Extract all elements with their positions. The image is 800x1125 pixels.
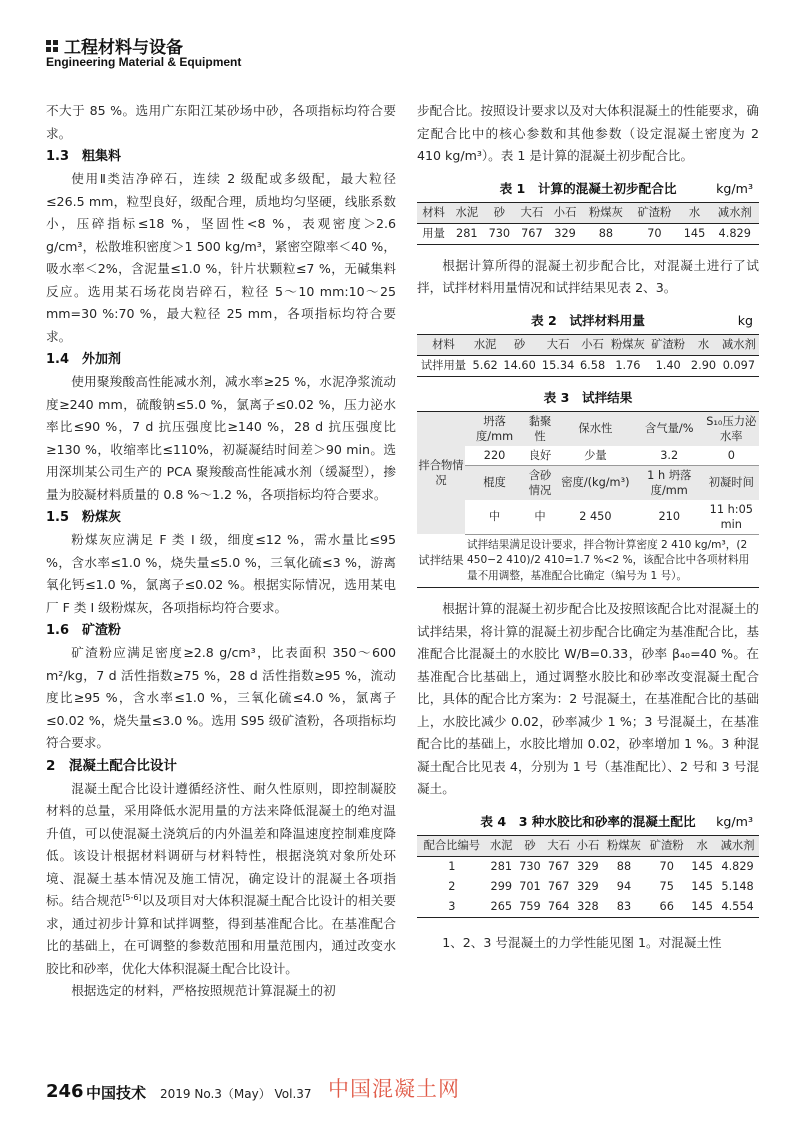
table-3-cell: 1 h 坍落度/mm: [647, 468, 692, 497]
table-2-header-cell: 水泥: [470, 334, 500, 355]
table-1: [417, 202, 759, 245]
paragraph-mix-design: [46, 778, 396, 981]
table-4-title: 表 4 3 种水胶比和砂率的混凝土配比: [480, 813, 696, 829]
table-4-cell: 299: [490, 879, 513, 893]
table-2-caption: [417, 310, 759, 332]
section-heading-2: 2 混凝土配合比设计: [46, 757, 177, 774]
table-1-header-cell: 砂: [483, 202, 515, 223]
table-3-cell: S₁₀压力泌水率: [706, 414, 757, 443]
table-3-cell: 含气量/%: [645, 422, 694, 435]
table-4-cell: 329: [577, 879, 599, 893]
table-4-cell: 88: [616, 859, 632, 873]
table-3-group-mix: 拌合物情况: [418, 458, 464, 487]
table-2: [417, 334, 759, 377]
section-heading-1-6: 1.6 矿渣粉: [46, 623, 122, 638]
table-1-header-cell: 粉煤灰: [582, 202, 630, 223]
table-3-cell: 3.2: [635, 446, 704, 466]
table-1-caption: [417, 178, 759, 200]
table-2-header-cell: 水: [688, 334, 718, 355]
mix-design-text-rest: 以及项目对大体积混凝土配合比设计的相关要求，通过初步计算和试拌调整，得到基准配合比。在基准配合比的基础上，在可调整的参数范围和用量范围内，通过改变水胶比和砂率，优化大体积混凝土配合比设计。: [46, 893, 396, 976]
table-4-cell: 759: [519, 899, 541, 913]
table-2-cell: 试拌用量: [420, 358, 467, 372]
table-1-cell: 767: [521, 226, 543, 240]
table-3: [417, 411, 759, 589]
issue-info: 2019 No.3（May） Vol.37: [160, 1087, 312, 1101]
table-4-cell: 70: [659, 859, 674, 873]
table-2-header-cell: 矿渣粉: [648, 334, 688, 355]
table-row: [417, 877, 759, 897]
section-heading-1-5: 1.5 粉煤灰: [46, 510, 122, 525]
table-2-title: 表 2 试拌材料用量: [531, 312, 645, 328]
table-1-cell: 4.829: [718, 226, 751, 240]
table-3-cell: 2 450: [556, 500, 635, 535]
table-1-cell: 用量: [422, 226, 445, 240]
table-4-header-cell: 水泥: [487, 835, 516, 856]
table-1-title: 表 1 计算的混凝土初步配合比: [499, 180, 677, 196]
table-3-cell: 黏聚性: [528, 414, 552, 443]
section-heading-1-4: 1.4 外加剂: [46, 352, 122, 367]
table-3-cell: 保水性: [578, 422, 613, 435]
table-4: [417, 835, 759, 918]
table-4-caption: [417, 811, 759, 833]
section-heading-1-3: 1.3 粗集料: [46, 149, 122, 164]
table-3-cell: 坍落度/mm: [475, 414, 514, 443]
right-column: [417, 100, 759, 954]
table-4-cell: 145: [691, 879, 713, 893]
table-row: [417, 897, 759, 918]
table-4-cell: 3: [448, 899, 456, 913]
page-number: 246: [46, 1081, 84, 1102]
journal-section-title: 工程材料与设备: [64, 38, 183, 58]
table-3-title: 表 3 试拌结果: [543, 389, 633, 405]
table-4-header-cell: 减水剂: [716, 835, 759, 856]
table-3-cell: 中: [465, 500, 524, 535]
paragraph-continued: 不大于 85 %。选用广东阳江某砂场中砂，各项指标均符合要求。: [46, 103, 396, 141]
table-4-unit: kg/m³: [716, 813, 753, 829]
table-2-header-cell: 减水剂: [719, 334, 759, 355]
table-3-note: 试拌结果满足设计要求，拌合物计算密度 2 410 kg/m³，(2 450−2 410)/2 410=1.7 %<2 %，该配合比中各项材料用量不用调整，基准配合比确定（编号为 1 号）。: [467, 538, 750, 582]
paragraph-fly-ash: 粉煤灰应满足 F 类 I 级，细度≤12 %，需水量比≤95 %，含水率≤1.0 %，烧失量≤5.0 %，三氧化硫≤3 %，游离氧化钙≤1.0 %，氯离子≤0.02 %。根据实际情况，选用某电厂 F 类 I 级粉煤灰，各项指标均符合要求。: [46, 532, 396, 615]
table-1-cell: 145: [683, 226, 706, 240]
paragraph-base-mix: 根据计算的混凝土初步配合比及按照该配合比对混凝土的试拌结果，将计算的混凝土初步配合比确定为基准配合比，基准配合比混凝土的水胶比 W/B=0.33，砂率 β₄₀=40 %。在基准配合比基础上，通过调整水胶比和砂率改变混凝土配合比，具体的配合比方案为：2 号混凝土，在基准配合比的基础上，水胶比减少 0.02，砂率减少 1 %；3 号混凝土，在基准配合比的基础上，水胶比增加 0.02，砂率增加 1 %。3 种混凝土配合比见表 4，分别为 1 号（基准配比）、2 号和 3 号混凝土。: [417, 601, 759, 796]
table-3-group-result: 试拌结果: [418, 554, 464, 567]
table-4-cell: 4.829: [721, 859, 754, 873]
table-3-cell: 210: [635, 500, 704, 535]
paragraph-initial-mix: 步配合比。按照设计要求以及对大体积混凝土的性能要求，确定配合比中的核心参数和其他参数（设定混凝土密度为 2 410 kg/m³）。表 1 是计算的混凝土初步配合比。: [417, 103, 759, 163]
paragraph-mechanical: 1、2、3 号混凝土的力学性能见图 1。对混凝土性: [442, 934, 722, 950]
paragraph-admixture: 使用聚羧酸高性能减水剂，减水率≥25 %，水泥净浆流动度≥240 mm，硫酸钠≤5.0 %，氯离子≤0.02 %，压力泌水率比≤90 %，7 d 抗压强度比≥140 %，28 d 抗压强度比≥130 %，收缩率比≤110%，初凝凝结时间差＞90 min。选用深圳某公司生产的 PCA 聚羧酸高性能减水剂（缓凝型），掺量为胶凝材料质量的 0.8 %～1.2 %，各项指标均符合要求。: [46, 374, 396, 502]
table-1-cell: 730: [488, 226, 511, 240]
table-4-cell: 94: [616, 879, 632, 893]
paragraph-coarse-aggregate: 使用Ⅱ类洁净碎石，连续 2 级配或多级配，最大粒径≤26.5 mm，粒型良好，级配合理，质地均匀坚硬，线胀系数小，压碎指标≤18 %，坚固性<8 %，表观密度＞2.6 g/cm³，松散堆积密度＞1 500 kg/m³，紧密空隙率＜40 %，吸水率＜2%，含泥量≤1.0 %，针片状颗粒≤7 %，无碱集料反应。选用某石场花岗岩碎石，粒径 5～10 mm:10～25 mm=30 %:70 %，最大粒径 25 mm，各项指标均符合要求。: [46, 171, 396, 344]
table-1-cell: 281: [456, 226, 478, 240]
table-4-cell: 145: [691, 899, 713, 913]
table-1-cell: 88: [598, 226, 614, 240]
table-4-cell: 75: [659, 879, 674, 893]
table-2-header-cell: 小石: [577, 334, 607, 355]
table-4-cell: 4.554: [721, 899, 754, 913]
watermark: 中国混凝土网: [328, 1077, 460, 1101]
table-3-cell: 11 h:05 min: [704, 500, 759, 535]
magazine-name: 中国技术: [86, 1084, 147, 1102]
table-2-cell: 5.62: [472, 358, 498, 372]
table-1-header-cell: 小石: [548, 202, 581, 223]
table-3-cell: 0: [704, 446, 759, 466]
table-2-cell: 14.60: [503, 358, 536, 372]
table-4-cell: 5.148: [721, 879, 754, 893]
table-2-cell: 2.90: [690, 358, 717, 372]
table-3-caption: [417, 387, 759, 409]
table-4-cell: 767: [547, 879, 570, 893]
table-2-cell: 1.40: [655, 358, 681, 372]
table-1-header-cell: 大石: [515, 202, 548, 223]
table-1-unit: kg/m³: [716, 180, 753, 196]
table-2-unit: kg: [737, 312, 753, 328]
table-3-cell: 初凝时间: [708, 476, 754, 489]
table-4-header-cell: 大石: [544, 835, 573, 856]
table-2-header-cell: 粉煤灰: [608, 334, 648, 355]
table-4-cell: 281: [490, 859, 513, 873]
table-4-cell: 764: [547, 899, 570, 913]
table-4-header-cell: 小石: [573, 835, 602, 856]
table-4-cell: 767: [547, 859, 570, 873]
table-1-cell: 70: [647, 226, 662, 240]
table-3-cell: 密度/(kg/m³): [561, 476, 630, 489]
header-logo-icon: [46, 40, 58, 52]
table-3-cell: 中: [524, 500, 556, 535]
left-column: [46, 100, 396, 1003]
citation-ref: [5-6]: [122, 892, 142, 902]
table-2-header-cell: 砂: [500, 334, 539, 355]
table-4-header-cell: 砂: [516, 835, 544, 856]
table-1-header-cell: 水泥: [450, 202, 483, 223]
table-4-cell: 730: [519, 859, 541, 873]
table-2-cell: 1.76: [615, 358, 641, 372]
table-4-cell: 265: [490, 899, 513, 913]
table-1-header-cell: 材料: [417, 202, 450, 223]
table-2-header-cell: 材料: [417, 334, 470, 355]
table-1-cell: 329: [554, 226, 576, 240]
table-4-header-cell: 水: [688, 835, 716, 856]
table-3-cell: 良好: [524, 446, 556, 466]
paragraph-selected-materials: 根据选定的材料，严格按照规范计算混凝土的初: [71, 983, 336, 998]
table-row: [417, 856, 759, 877]
table-3-cell: 少量: [556, 446, 635, 466]
table-4-cell: 2: [448, 879, 456, 893]
paragraph-trial-mix: 根据计算所得的混凝土初步配合比，对混凝土进行了试拌，试拌材料用量情况和试拌结果见表 2、3。: [417, 257, 759, 295]
table-1-header-cell: 减水剂: [710, 202, 759, 223]
table-4-cell: 328: [577, 899, 599, 913]
table-2-cell: 0.097: [722, 358, 756, 372]
table-4-header-cell: 配合比编号: [417, 835, 487, 856]
table-3-cell: 含砂情况: [528, 468, 552, 497]
table-2-header-cell: 大石: [539, 334, 578, 355]
journal-section-subtitle: Engineering Material & Equipment: [46, 55, 242, 69]
table-2-cell: 6.58: [579, 358, 606, 372]
table-2-cell: 15.34: [541, 358, 575, 372]
table-1-header-cell: 矿渣粉: [630, 202, 678, 223]
table-4-cell: 701: [519, 879, 541, 893]
table-4-cell: 66: [659, 899, 674, 913]
table-4-cell: 83: [616, 899, 632, 913]
table-1-header-cell: 水: [679, 202, 711, 223]
table-3-cell: 220: [465, 446, 524, 466]
table-4-header-cell: 粉煤灰: [603, 835, 646, 856]
table-4-header-cell: 矿渣粉: [645, 835, 688, 856]
table-4-cell: 329: [577, 859, 599, 873]
table-4-cell: 1: [448, 859, 456, 873]
mix-design-text: 混凝土配合比设计遵循经济性、耐久性原则，即控制凝胶材料的总量，采用降低水泥用量的方法来降低混凝土的绝对温升值，可以使混凝土浇筑后的内外温差和降温速度控制难度降低。该设计根据材料调研与材料特性，根据浇筑对象所处环境、混凝土基本情况及施工情况，确定设计的混凝土各项指标。结合规范: [46, 780, 396, 908]
table-3-cell: 棍度: [483, 476, 506, 489]
table-4-cell: 145: [691, 859, 713, 873]
paragraph-slag-powder: 矿渣粉应满足密度≥2.8 g/cm³，比表面积 350～600 m²/kg，7 d 活性指数≥75 %，28 d 活性指数≥95 %，流动度比≥95 %，含水率≤1.0 %，三氧化硫≤4.0 %，氯离子≤0.02 %，烧失量≤3.0 %。选用 S95 级矿渣粉，各项指标均符合要求。: [46, 645, 396, 750]
